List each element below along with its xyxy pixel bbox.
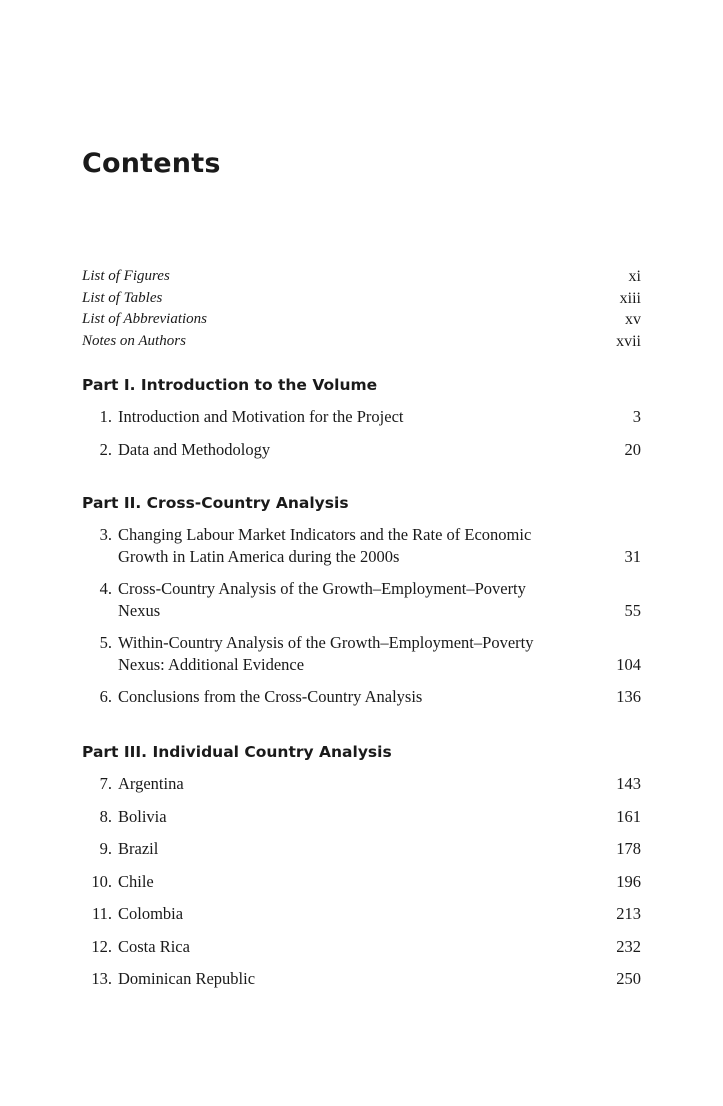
chapter-title: Brazil bbox=[118, 839, 159, 858]
chapter-entry[interactable] bbox=[82, 439, 641, 461]
chapter-page: 250 bbox=[616, 969, 641, 988]
front-matter-item[interactable] bbox=[82, 288, 641, 310]
front-matter-page: xvii bbox=[616, 333, 641, 351]
front-matter-page: xiii bbox=[619, 289, 641, 307]
part-heading: Part II. Cross-Country Analysis bbox=[82, 494, 349, 512]
chapter-entry[interactable] bbox=[82, 838, 641, 860]
chapter-number: 8. bbox=[99, 806, 112, 826]
chapter-number: 13. bbox=[91, 969, 112, 988]
chapter-title: Data and Methodology bbox=[118, 439, 271, 459]
chapter-page: 136 bbox=[616, 687, 641, 706]
chapter-number: 10. bbox=[91, 871, 112, 891]
part-section bbox=[82, 374, 641, 471]
chapter-page: 104 bbox=[616, 654, 641, 674]
chapter-title: Costa Rica bbox=[118, 936, 190, 956]
chapter-entry[interactable] bbox=[82, 524, 641, 567]
chapter-number: 5. bbox=[99, 633, 112, 652]
chapter-entry[interactable] bbox=[82, 806, 641, 828]
chapter-page: 20 bbox=[624, 439, 641, 459]
chapter-entry[interactable] bbox=[82, 406, 641, 428]
chapter-entry[interactable] bbox=[82, 936, 641, 958]
chapter-page: 196 bbox=[616, 871, 641, 891]
chapter-number: 11. bbox=[91, 904, 112, 923]
chapter-entry[interactable] bbox=[82, 686, 641, 708]
part-section bbox=[82, 492, 641, 719]
chapter-title: Within-Country Analysis of the Growth–Employment–Poverty Nexus: Additional Evidence bbox=[118, 633, 534, 674]
chapter-page: 178 bbox=[616, 839, 641, 858]
chapter-entry[interactable] bbox=[82, 632, 641, 675]
chapter-entry[interactable] bbox=[82, 871, 641, 893]
chapter-list bbox=[82, 773, 641, 990]
chapter-title: Conclusions from the Cross-Country Analysis bbox=[118, 687, 423, 706]
chapter-page: 213 bbox=[616, 904, 641, 923]
chapter-entry[interactable] bbox=[82, 578, 641, 621]
chapter-title: Changing Labour Market Indicators and the Rate of Economic Growth in Latin America during the 2000s bbox=[118, 525, 532, 566]
chapter-title: Colombia bbox=[118, 904, 184, 923]
front-matter-label: Notes on Authors bbox=[82, 333, 186, 350]
chapter-page: 232 bbox=[616, 936, 641, 956]
chapter-page: 161 bbox=[616, 806, 641, 826]
chapter-number: 6. bbox=[99, 687, 112, 706]
chapter-page: 55 bbox=[624, 600, 641, 620]
front-matter-page: xi bbox=[628, 268, 641, 285]
chapter-list bbox=[82, 406, 641, 460]
chapter-page: 31 bbox=[624, 546, 641, 566]
chapter-page: 3 bbox=[632, 407, 641, 426]
front-matter-item[interactable] bbox=[82, 266, 641, 288]
front-matter-label: List of Tables bbox=[82, 289, 163, 306]
chapter-number: 3. bbox=[99, 525, 112, 544]
chapter-entry[interactable] bbox=[82, 903, 641, 925]
chapter-number: 12. bbox=[91, 936, 112, 956]
chapter-number: 9. bbox=[99, 839, 112, 858]
front-matter-item[interactable] bbox=[82, 309, 641, 331]
chapter-title: Argentina bbox=[118, 774, 184, 793]
chapter-number: 1. bbox=[99, 407, 112, 426]
chapter-entry[interactable] bbox=[82, 968, 641, 990]
front-matter-label: List of Figures bbox=[82, 268, 170, 284]
part-section bbox=[82, 741, 641, 1001]
chapter-number: 4. bbox=[99, 579, 112, 598]
part-heading: Part I. Introduction to the Volume bbox=[82, 376, 378, 394]
front-matter-label: List of Abbreviations bbox=[82, 311, 208, 328]
front-matter-page: xv bbox=[625, 311, 641, 329]
chapter-title: Cross-Country Analysis of the Growth–Employment–Poverty Nexus bbox=[118, 579, 526, 620]
page-title: Contents bbox=[82, 148, 221, 179]
chapter-entry[interactable] bbox=[82, 773, 641, 795]
chapter-list bbox=[82, 524, 641, 708]
front-matter-list bbox=[82, 266, 641, 353]
chapter-title: Bolivia bbox=[118, 806, 167, 826]
chapter-number: 7. bbox=[99, 774, 112, 793]
chapter-title: Chile bbox=[118, 871, 154, 891]
part-heading: Part III. Individual Country Analysis bbox=[82, 743, 392, 761]
chapter-number: 2. bbox=[99, 439, 112, 459]
chapter-title: Introduction and Motivation for the Project bbox=[118, 407, 404, 426]
chapter-page: 143 bbox=[616, 774, 641, 793]
chapter-title: Dominican Republic bbox=[118, 969, 256, 988]
front-matter-item[interactable] bbox=[82, 331, 641, 353]
